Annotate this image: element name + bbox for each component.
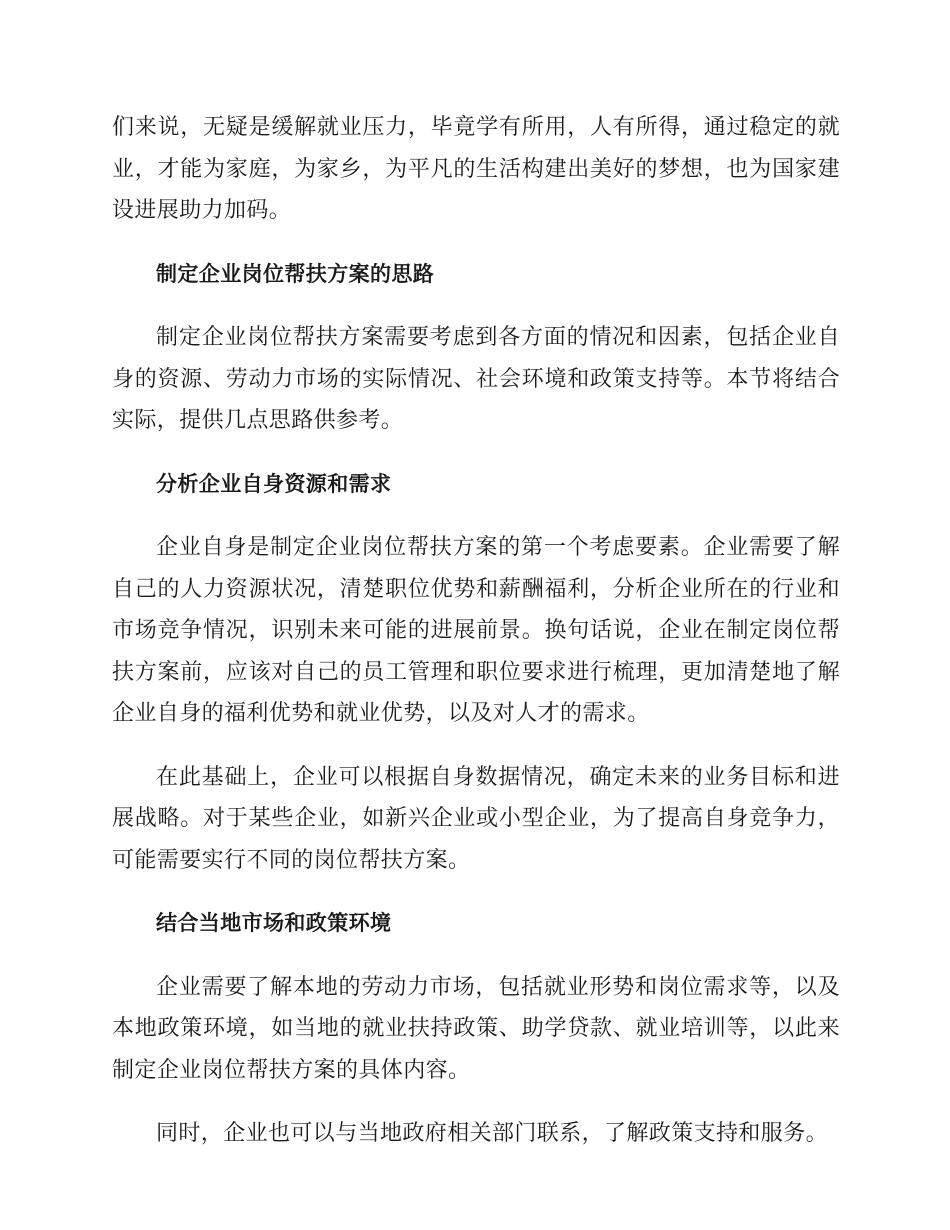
spacer [112, 505, 840, 527]
spacer [112, 295, 840, 317]
spacer [112, 881, 840, 903]
paragraph-business-goals: 在此基础上，企业可以根据自身数据情况，确定未来的业务目标和进展战略。对于某些企业，如新兴企业或小型企业，为了提高自身竞争力，可能需要实行不同的岗位帮扶方案。 [112, 764, 840, 873]
section-heading-self-analysis: 分析企业自身资源和需求 [156, 471, 392, 496]
paragraph-self-analysis: 企业自身是制定企业岗位帮扶方案的第一个考虑要素。企业需要了解自己的人力资源状况，清楚职位优势和薪酬福利，分析企业所在的行业和市场竞争情况，识别未来可能的进展前景。换句话说，企业在制定岗位帮扶方案前，应该对自己的员工管理和职位要求进行梳理，更加清楚地了解企业自身的福利优势和就业优势，以及对人才的需求。 [112, 535, 840, 726]
section-heading-local-market: 结合当地市场和政策环境 [156, 911, 392, 935]
paragraph-approach: 制定企业岗位帮扶方案需要考虑到各方面的情况和因素，包括企业自身的资源、劳动力市场的实际情况、社会环境和政策支持等。本节将结合实际，提供几点思路供参考。 [112, 325, 840, 433]
paragraph-intro-continuation: 们来说，无疑是缓解就业压力，毕竟学有所用，人有所得，通过稳定的就业，才能为家庭，为家乡，为平凡的生活构建出美好的梦想，也为国家建设进展助力加码。 [112, 115, 840, 223]
spacer [112, 735, 840, 757]
document-page [112, 107, 840, 1155]
spacer [112, 232, 840, 254]
section-heading-approach: 制定企业岗位帮扶方案的思路 [156, 261, 435, 286]
spacer [112, 1091, 840, 1113]
paragraph-government-contact: 同时，企业也可以与当地政府相关部门联系，了解政策支持和服务。 [156, 1121, 829, 1146]
paragraph-local-market: 企业需要了解本地的劳动力市场，包括就业形势和岗位需求等，以及本地政策环境，如当地的就业扶持政策、助学贷款、就业培训等，以此来制定企业岗位帮扶方案的具体内容。 [112, 974, 840, 1083]
spacer [112, 945, 840, 967]
spacer [112, 442, 840, 464]
